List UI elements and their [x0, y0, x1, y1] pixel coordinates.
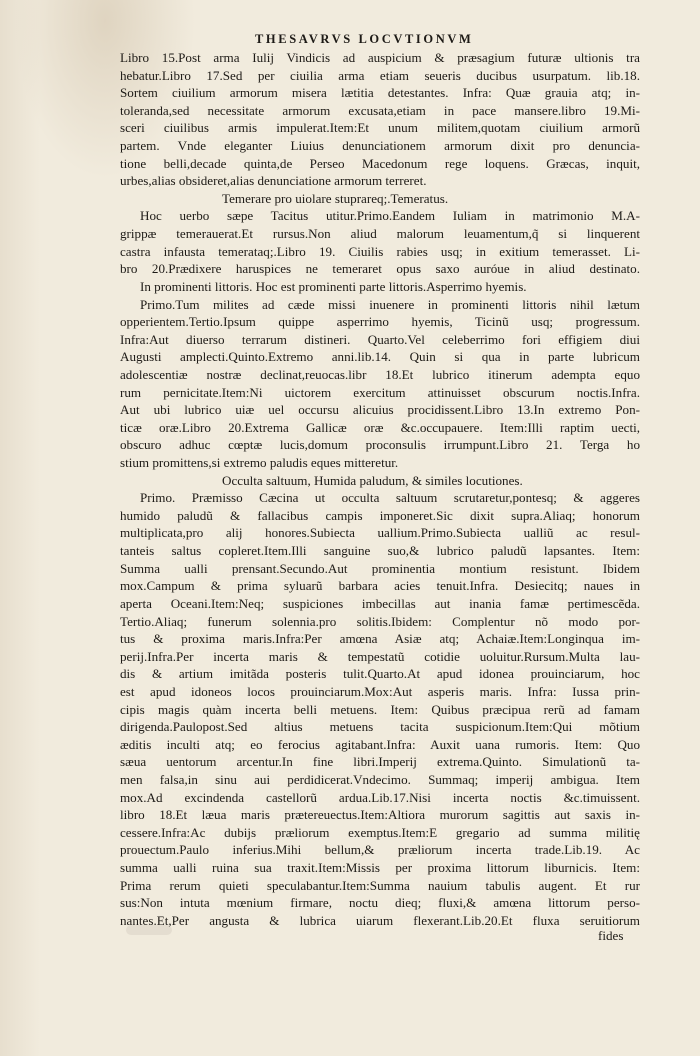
- section-heading: Occulta saltuum, Humida paludum, & similes locutiones.: [222, 472, 523, 488]
- text-line: partem. Vnde eleganter Liuius denunciationem armorum dixit pro denuncia-: [120, 138, 640, 154]
- text-line: rum pernicitate.Item:Ni uictorem exercitum attinuisset obscurum noctis.Infra.: [120, 384, 640, 400]
- text-line: castra infausta temerataq;.Libro 19. Ciuilis rabies usq; in exitium temerasset. Li-: [120, 243, 640, 259]
- text-line: Summa ualli prensant.Secundo.Aut prominentia montium resistunt. Ibidem: [120, 560, 640, 576]
- text-line: ticæ oræ.Libro 20.Extrema Gallicæ oræ &c.occupauere. Item:Illi raptim uecti,: [120, 419, 640, 435]
- text-line: libro 18.Et læua maris prætereuectus.Item:Altiora murorum sagittis aut saxis in-: [120, 807, 640, 823]
- text-line: Primo.Tum milites ad cæde missi inuenere in prominenti littoris nihil lætum: [140, 296, 640, 312]
- text-line: tanteis saltus copleret.Item.Illi sanguine suo,& lubrico paludũ lapsantes. Item:: [120, 543, 640, 559]
- text-line: tione belli,decade quinta,de Perseo Macedonum rege loquens. Græcas, inquit,: [120, 155, 640, 171]
- text-line: bro 20.Prædixere haruspices ne temeraret opus saxo auróue in aliud destinato.: [120, 261, 640, 277]
- text-line: summa ualli ruina sua traxit.Item:Missis per proxima littorum liburnicis. Item:: [120, 860, 640, 876]
- running-head: THESAVRVS LOCVTIONVM: [255, 32, 474, 46]
- text-line: cessere.Infra:Ac dubijs præliorum exemptus.Item:E gregario ad summa militię: [120, 824, 640, 840]
- text-line: nantes.Et,Per angusta & lubrica uiarum flexerant.Lib.20.Et fluxa seruitiorum: [120, 912, 640, 928]
- text-line: Tertio.Aliaq; funerum solennia.pro solitis.Ibidem: Complentur nõ modo por-: [120, 613, 640, 629]
- text-line: mox.Ad excindenda castellorũ ardua.Lib.17.Nisi incerta noctis &c.timuissent.: [120, 789, 640, 805]
- text-block: [120, 49, 640, 947]
- text-line: Prima rerum quieti speculabantur.Item:Summa nauium tabulis augent. Et rur: [120, 877, 640, 893]
- text-line: sus:Non intuta mœnium firmare, noctu dieq; fluxi,& amœna littorum perso-: [120, 895, 640, 911]
- text-line: Sortem ciuilium armorum misera lætitia detestantes. Infra: Quæ grauia atq; in-: [120, 85, 640, 101]
- text-line: Aut ubi lubrico uiæ uel occursu alicuius procidissent.Libro 13.In extremo Pon-: [120, 402, 640, 418]
- text-line: Infra:Aut diuerso terrarum distineri. Quarto.Vel celeberrimo fori effigiem diui: [120, 331, 640, 347]
- catchword: fides: [598, 928, 624, 943]
- text-line: opperientem.Tertio.Ipsum quippe asperrimo hyemis, Ticinũ usq; progressum.: [120, 314, 640, 330]
- text-line: prouectum.Paulo inferius.Mihi bellum,& præliorum incerta trade.Lib.19. Ac: [120, 842, 640, 858]
- text-line: [120, 929, 640, 947]
- text-line: est apud idoneos locos prouinciarum.Mox:Aut asperis maris. Infra: Iussa prin-: [120, 683, 640, 699]
- text-line: toleranda,sed necessitate armorum excusata,etiam in pace mansere.libro 19.Mi-: [120, 102, 640, 118]
- text-line: aperta Oceani.Item:Neq; suspiciones imbecillas aut inania famæ pertimescẽda.: [120, 595, 640, 611]
- text-line: sæua uentorum arcentur.In fine libri.Imperij extrema.Quinto. Simulationũ ta-: [120, 754, 640, 770]
- text-line: urbes,alias obsideret,alias denunciatione armorum terreret.: [120, 173, 427, 189]
- text-line: stium promittens,si extremo paludis eques mitteretur.: [120, 455, 399, 471]
- section-heading: Temerare pro uiolare stuprareq;.Temeratus.: [222, 190, 449, 206]
- text-line: Hoc uerbo sæpe Tacitus utitur.Primo.Eandem Iuliam in matrimonio M.A-: [140, 208, 640, 224]
- text-line: Primo. Præmisso Cæcina ut occulta saltuum scrutaretur,pontesq; & aggeres: [140, 490, 640, 506]
- text-line: cipis magis quàm incerta belli metuens. Item: Quibus præcipua rerũ ad famam: [120, 701, 640, 717]
- text-line: dis & artium imitãda posteris tulit.Quarto.At apud idonea prouinciarum, hoc: [120, 666, 640, 682]
- section-heading: In prominenti littoris. Hoc est prominenti parte littoris.Asperrimo hyemis.: [140, 278, 527, 294]
- text-line: multiplicata,pro alij honores.Subiecta uallium.Primo.Subiecta ualliũ ac resul-: [120, 525, 640, 541]
- text-line: men falsa,in sinu aui perdidicerat.Vndecimo. Summaq; imperij ambigua. Item: [120, 771, 640, 787]
- text-line: sceri ciuilibus armis impulerat.Item:Et unum militem,quotam ciuilium armorũ: [120, 120, 640, 136]
- text-line: humido paludũ & fallacibus campis imponeret.Sic dixit supra.Aliaq; honorum: [120, 507, 640, 523]
- text-line: hebatur.Libro 17.Sed per ciuilia arma etiam seueris ducibus usurpatum. lib.18.: [120, 67, 640, 83]
- text-line: grippæ temerauerat.Et rursus.Non aliud malorum leuamentum,q̃ si linquerent: [120, 226, 640, 242]
- text-line: adolescentiæ nostræ declinat,reuocas.libr 18.Et lubrico itinerum adempta equo: [120, 366, 640, 382]
- text-line: Augusti amplecti.Quinto.Extremo anni.lib.14. Quin si qua in parte lubricum: [120, 349, 640, 365]
- paper-stain: [126, 925, 172, 935]
- text-line: obscuro adhuc cœptæ lucis,domum proconsulis irrumpunt.Libro 21. Terga ho: [120, 437, 640, 453]
- text-line: perij.Infra.Per incerta maris & tempestatũ cotidie uoluitur.Rursum.Multa lau-: [120, 648, 640, 664]
- text-line: dirigenda.Paulopost.Sed altius metuens tacita suspicionum.Item:Qui mõtium: [120, 719, 640, 735]
- text-line: æditis inculti atq; eo ferocius agitabant.Infra: Auxit uana rumoris. Item: Quo: [120, 736, 640, 752]
- text-line: tus & proxima maris.Infra:Per amœna Asiæ atq; Achaiæ.Item:Longinqua im-: [120, 631, 640, 647]
- text-line: mox.Campum & prima syluarũ barbara acies tenuit.Infra. Desiecitq; naues in: [120, 578, 640, 594]
- text-line: Libro 15.Post arma Iulij Vindicis ad auspicium & præsagium futuræ ultionis tra: [120, 50, 640, 65]
